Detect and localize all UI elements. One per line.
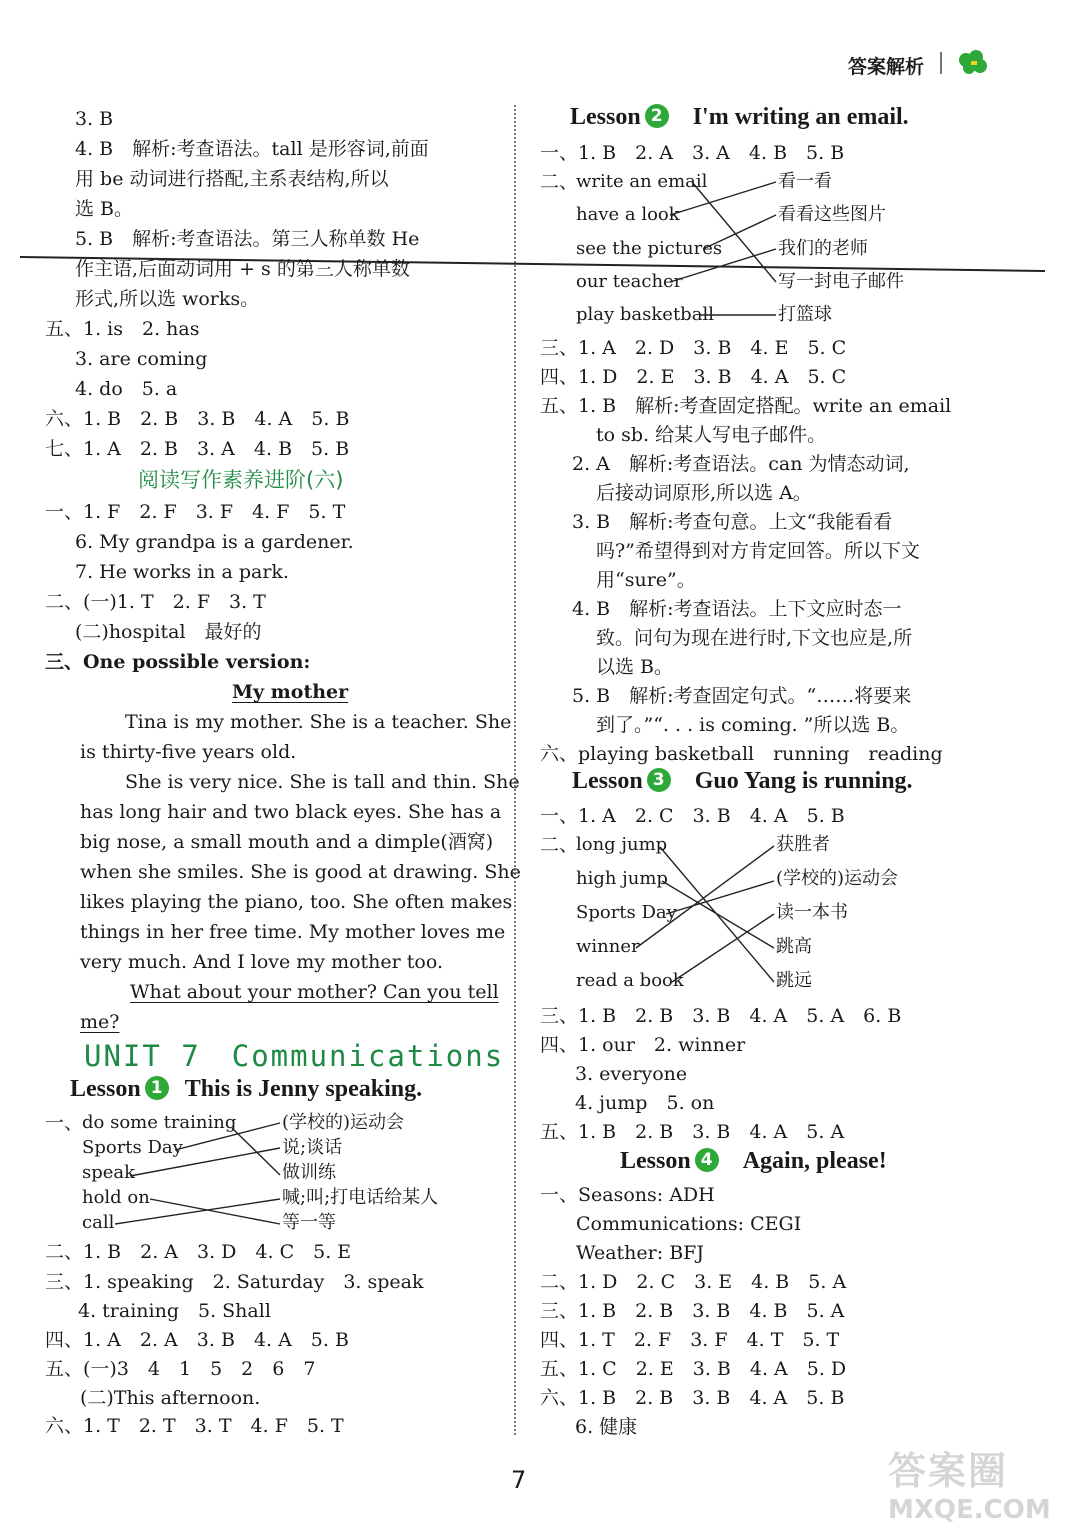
match-left-item: call: [82, 1212, 115, 1233]
answer-line: 用 be 动词进行搭配,主系表结构,所以: [75, 168, 389, 190]
match-prefix: 二、: [540, 834, 579, 856]
reading-line: (二)hospital 最好的: [75, 621, 262, 643]
match-prefix: 二、: [540, 171, 579, 193]
answer-line: 四、1. T 2. F 3. F 4. T 5. T: [540, 1329, 840, 1351]
match-right-item: 获胜者: [776, 834, 830, 855]
answer-line: 3. are coming: [75, 348, 208, 370]
answer-line: 一、1. A 2. C 3. B 4. A 5. B: [540, 805, 845, 827]
answer-line: 五、(一)3 4 1 5 2 6 7: [45, 1358, 316, 1380]
answer-line: 五、1. B 解析:考查固定搭配。write an email: [540, 395, 952, 417]
section-title: 阅读写作素养进阶(六): [138, 468, 344, 492]
answer-line: 选 B。: [75, 198, 134, 220]
answer-line: 二、1. D 2. C 3. E 4. B 5. A: [540, 1271, 847, 1293]
answer-line: 三、1. speaking 2. Saturday 3. speak: [45, 1271, 424, 1293]
header-title: 答案解析: [848, 56, 925, 78]
answer-line: 3. B: [75, 108, 114, 130]
reading-line: 7. He works in a park.: [75, 561, 289, 583]
answer-line: 六、1. B 2. B 3. B 4. A 5. B: [540, 1387, 845, 1409]
answer-line: 后接动词原形,所以选 A。: [596, 482, 812, 504]
match-right-item: 跳高: [776, 936, 812, 957]
essay-line: What about your mother? Can you tell: [130, 981, 499, 1003]
match-right-item: 喊;叫;打电话给某人: [282, 1187, 439, 1208]
reading-line: 6. My grandpa is a gardener.: [75, 531, 354, 553]
reading-line: 二、(一)1. T 2. F 3. T: [45, 591, 266, 613]
answer-line: 一、Seasons: ADH: [540, 1184, 715, 1206]
essay-line: Tina is my mother. She is a teacher. She: [125, 711, 512, 733]
answer-line: 4. training 5. Shall: [78, 1300, 271, 1322]
answer-line: 2. A 解析:考查语法。can 为情态动词,: [572, 453, 910, 475]
match-right-item: 说;谈话: [282, 1137, 343, 1158]
answer-line: 三、1. A 2. D 3. B 4. E 5. C: [540, 337, 847, 359]
answer-line: 六、1. B 2. B 3. B 4. A 5. B: [45, 408, 350, 430]
answer-line: 3. everyone: [575, 1063, 688, 1085]
answer-line: 吗?”希望得到对方肯定回答。所以下文: [596, 540, 920, 562]
essay-line: likes playing the piano, too. She often makes: [80, 891, 513, 913]
lesson-number-badge: 4: [695, 1148, 719, 1172]
match-right-item: 看看这些图片: [778, 204, 886, 225]
answer-line: 形式,所以选 works。: [75, 288, 260, 310]
match-left-item: read a book: [576, 970, 684, 991]
reading-line: 一、1. F 2. F 3. F 4. F 5. T: [45, 501, 346, 523]
essay-line: me?: [80, 1011, 120, 1033]
match-right-item: (学校的)运动会: [282, 1112, 405, 1133]
answer-line: 三、1. B 2. B 3. B 4. B 5. A: [540, 1300, 845, 1322]
answer-line: 以选 B。: [596, 656, 674, 678]
answer-line: Communications: CEGI: [576, 1213, 802, 1235]
essay-line: is thirty-five years old.: [80, 741, 297, 763]
watermark-logo: 答案圈 MXQE.COM: [888, 1449, 1051, 1525]
lesson-number-badge: 3: [647, 768, 671, 792]
answer-line: to sb. 给某人写电子邮件。: [596, 424, 827, 446]
unit-title: UNIT 7 Communications: [84, 1039, 505, 1073]
answer-line: 4. jump 5. on: [575, 1092, 715, 1114]
match-right-item: 看一看: [778, 171, 832, 192]
answer-line: 六、1. T 2. T 3. T 4. F 5. T: [45, 1415, 344, 1437]
match-right-item: 我们的老师: [778, 238, 868, 259]
essay-line: when she smiles. She is good at drawing. She: [80, 861, 521, 883]
match-right-item: 打篮球: [778, 304, 832, 325]
match-left-item: speak: [82, 1162, 136, 1183]
match-right-item: 读一本书: [776, 902, 848, 923]
match-right-item: 等一等: [282, 1212, 336, 1233]
match-left-item: hold on: [82, 1187, 150, 1208]
match-left-item: play basketball: [576, 304, 714, 325]
match-left-item: do some training: [82, 1112, 237, 1133]
answer-line: 5. B 解析:考查语法。第三人称单数 He: [75, 228, 420, 250]
essay-line: big nose, a small mouth and a dimple(酒窝): [80, 831, 494, 853]
match-left-item: have a look: [576, 204, 680, 225]
match-right-item: 做训练: [282, 1162, 336, 1183]
answer-line: 七、1. A 2. B 3. A 4. B 5. B: [45, 438, 350, 460]
match-left-item: long jump: [576, 834, 668, 855]
essay-line: She is very nice. She is tall and thin. She: [125, 771, 520, 793]
answer-line: 到了。”“. . . is coming. ”所以选 B。: [596, 714, 910, 736]
answer-line: 四、1. our 2. winner: [540, 1034, 746, 1056]
lesson-2-heading: Lesson 2 I'm writing an email.: [570, 104, 909, 130]
answer-line: 一、1. B 2. A 3. A 4. B 5. B: [540, 142, 845, 164]
answer-line: (二)This afternoon.: [80, 1387, 261, 1409]
match-left-item: Sports Day: [82, 1137, 183, 1158]
lesson-4-heading: Lesson 4 Again, please!: [620, 1148, 887, 1174]
answer-line: 4. do 5. a: [75, 378, 178, 400]
answer-line: 五、1. C 2. E 3. B 4. A 5. D: [540, 1358, 847, 1380]
match-right-item: 跳远: [776, 970, 812, 991]
answer-line: 二、1. B 2. A 3. D 4. C 5. E: [45, 1241, 352, 1263]
answer-line: 四、1. D 2. E 3. B 4. A 5. C: [540, 366, 847, 388]
answer-line: 三、1. B 2. B 3. B 4. A 5. A 6. B: [540, 1005, 902, 1027]
match-left-item: Sports Day: [576, 902, 677, 923]
lesson-number-badge: 1: [145, 1076, 169, 1100]
match-left-item: our teacher: [576, 271, 683, 292]
match-left-item: high jump: [576, 868, 668, 889]
answer-line: Weather: BFJ: [576, 1242, 704, 1264]
lesson-3-heading: Lesson 3 Guo Yang is running.: [572, 768, 913, 794]
match-left-item: winner: [576, 936, 640, 957]
essay-line: has long hair and two black eyes. She has a: [80, 801, 502, 823]
answer-line: 四、1. A 2. A 3. B 4. A 5. B: [45, 1329, 349, 1351]
answer-line: 用“sure”。: [596, 569, 696, 591]
answer-line: 4. B 解析:考查语法。上下文应时态一: [572, 598, 902, 620]
match-right-item: (学校的)运动会: [776, 868, 899, 889]
essay-line: things in her free time. My mother loves me: [80, 921, 506, 943]
answer-line: 5. B 解析:考查固定句式。“……将要来: [572, 685, 912, 707]
match-right-item: 写一封电子邮件: [778, 271, 904, 292]
answer-line: 致。问句为现在进行时,下文也应是,所: [596, 627, 913, 649]
answer-line: 4. B 解析:考查语法。tall 是形容词,前面: [75, 138, 429, 160]
match-left-item: see the pictures: [576, 238, 723, 259]
answer-line: 五、1. is 2. has: [45, 318, 200, 340]
answer-line: 3. B 解析:考查句意。上文“我能看看: [572, 511, 893, 533]
essay-title: My mother: [232, 681, 349, 703]
answer-line: 6. 健康: [575, 1416, 638, 1438]
match-left-item: write an email: [576, 171, 708, 192]
answer-line: 六、playing basketball running reading: [540, 743, 943, 765]
lesson-1-heading: Lesson 1 This is Jenny speaking.: [70, 1076, 423, 1102]
match-prefix: 一、: [45, 1112, 84, 1134]
answer-line: 五、1. B 2. B 3. B 4. A 5. A: [540, 1121, 845, 1143]
page-number: 7: [511, 1466, 527, 1494]
lesson-number-badge: 2: [645, 104, 669, 128]
essay-line: very much. And I love my mother too.: [80, 951, 443, 973]
reading-line: 三、One possible version:: [45, 651, 311, 673]
answer-line: 作主语,后面动词用 + s 的第三人称单数: [75, 258, 410, 280]
